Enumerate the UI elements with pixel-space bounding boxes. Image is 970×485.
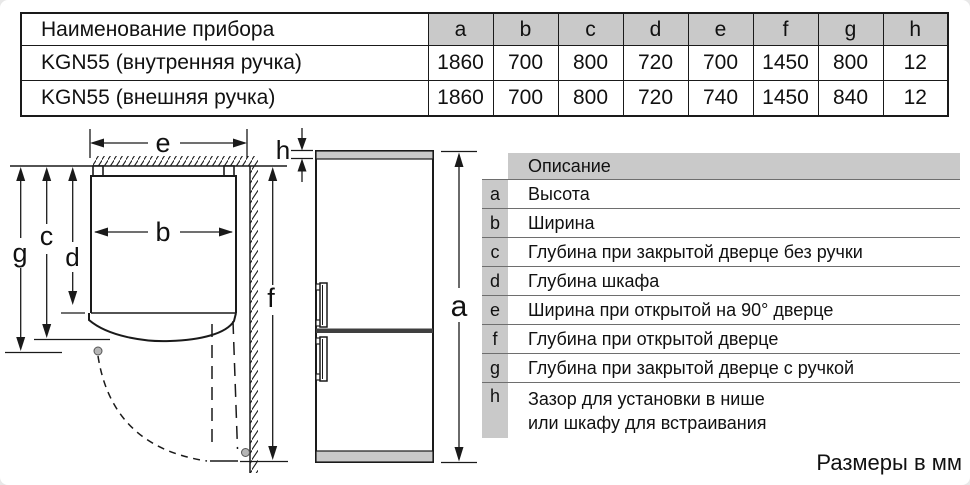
dim-label-h: h [275,135,291,165]
value-h: 12 [883,46,948,81]
dim-header-d: d [623,13,688,46]
dim-a [441,152,477,463]
units-note: Размеры в мм [816,450,962,475]
handle-dot-closed [94,347,102,355]
dim-header-f: f [753,13,818,46]
hinge-right [224,166,234,176]
wall-hatch-right [250,166,258,473]
legend-row-d [482,266,960,295]
dim-header-e: e [688,13,753,46]
legend-header: Описание [508,153,960,179]
value-g: 840 [818,81,883,117]
dim-header-g: g [818,13,883,46]
legend-row-c [482,237,960,266]
table-row [21,81,948,117]
legend-row-f [482,324,960,353]
value-c: 800 [558,46,623,81]
value-b: 700 [493,46,558,81]
value-e: 740 [688,81,753,117]
dim-label-c: c [39,221,54,251]
spec-table [20,12,949,117]
model-name: KGN55 (внешняя ручка) [21,81,428,117]
legend-key: f [482,325,508,353]
legend-text: Ширина [508,209,960,237]
value-e: 700 [688,46,753,81]
door-open-right [233,321,238,449]
door-swing-arc [98,356,207,461]
legend-header-spacer [482,153,508,179]
fridge-base-panel [316,451,433,462]
legend-key: b [482,209,508,237]
dim-label-d: d [65,242,80,272]
value-f: 1450 [753,46,818,81]
door-divider [316,329,433,334]
legend-table [482,153,960,438]
dim-label-f: f [267,283,275,313]
dim-header-c: c [558,13,623,46]
wall-hatch-top [93,156,258,166]
dim-header-b: b [493,13,558,46]
legend-key: a [482,180,508,208]
value-a: 1860 [428,81,493,117]
fridge-outline [316,151,433,462]
legend-text: Высота [508,180,960,208]
hinge-left [93,166,103,176]
legend-text [508,383,960,438]
dim-label-e: e [155,128,171,158]
dim-f [240,167,288,462]
legend-key: d [482,267,508,295]
dim-header-a: a [428,13,493,46]
value-f: 1450 [753,81,818,117]
dim-header-h: h [883,13,948,46]
legend-key: g [482,354,508,382]
legend-text: Глубина шкафа [508,267,960,295]
dim-b [94,217,233,247]
value-d: 720 [623,81,688,117]
handle-dot-open [242,449,250,457]
legend-row-h [482,382,960,438]
spec-name-header: Наименование прибора [21,13,428,46]
legend-text-line2: или шкафу для встраивания [528,412,767,433]
value-h: 12 [883,81,948,117]
dim-h [276,128,313,182]
legend-row-a [482,179,960,208]
legend-text: Глубина при открытой дверце [508,325,960,353]
value-c: 800 [558,81,623,117]
legend-key: e [482,296,508,324]
value-a: 1860 [428,46,493,81]
legend-header-row [482,153,960,179]
dim-label-g: g [12,238,28,268]
legend-text: Ширина при открытой на 90° дверце [508,296,960,324]
legend-key: h [482,383,508,438]
legend-text: Глубина при закрытой дверце с ручкой [508,354,960,382]
fridge-top-panel [316,151,433,159]
spec-table-header-row [21,13,948,46]
model-name: KGN55 (внутренняя ручка) [21,46,428,81]
door-closed [89,313,236,341]
legend-text-line1: Зазор для установки в нише [528,388,765,409]
legend-text: Глубина при закрытой дверце без ручки [508,238,960,266]
legend-row-g [482,353,960,382]
value-b: 700 [493,81,558,117]
value-d: 720 [623,46,688,81]
dim-label-b: b [155,217,171,247]
legend-row-e [482,295,960,324]
legend-row-b [482,208,960,237]
dim-label-a: a [450,290,468,323]
dim-g [5,167,62,353]
table-row [21,46,948,81]
front-view [316,151,433,462]
dim-d [61,167,85,313]
legend-key: c [482,238,508,266]
dim-e [90,128,247,158]
top-view [10,156,287,473]
value-g: 800 [818,46,883,81]
